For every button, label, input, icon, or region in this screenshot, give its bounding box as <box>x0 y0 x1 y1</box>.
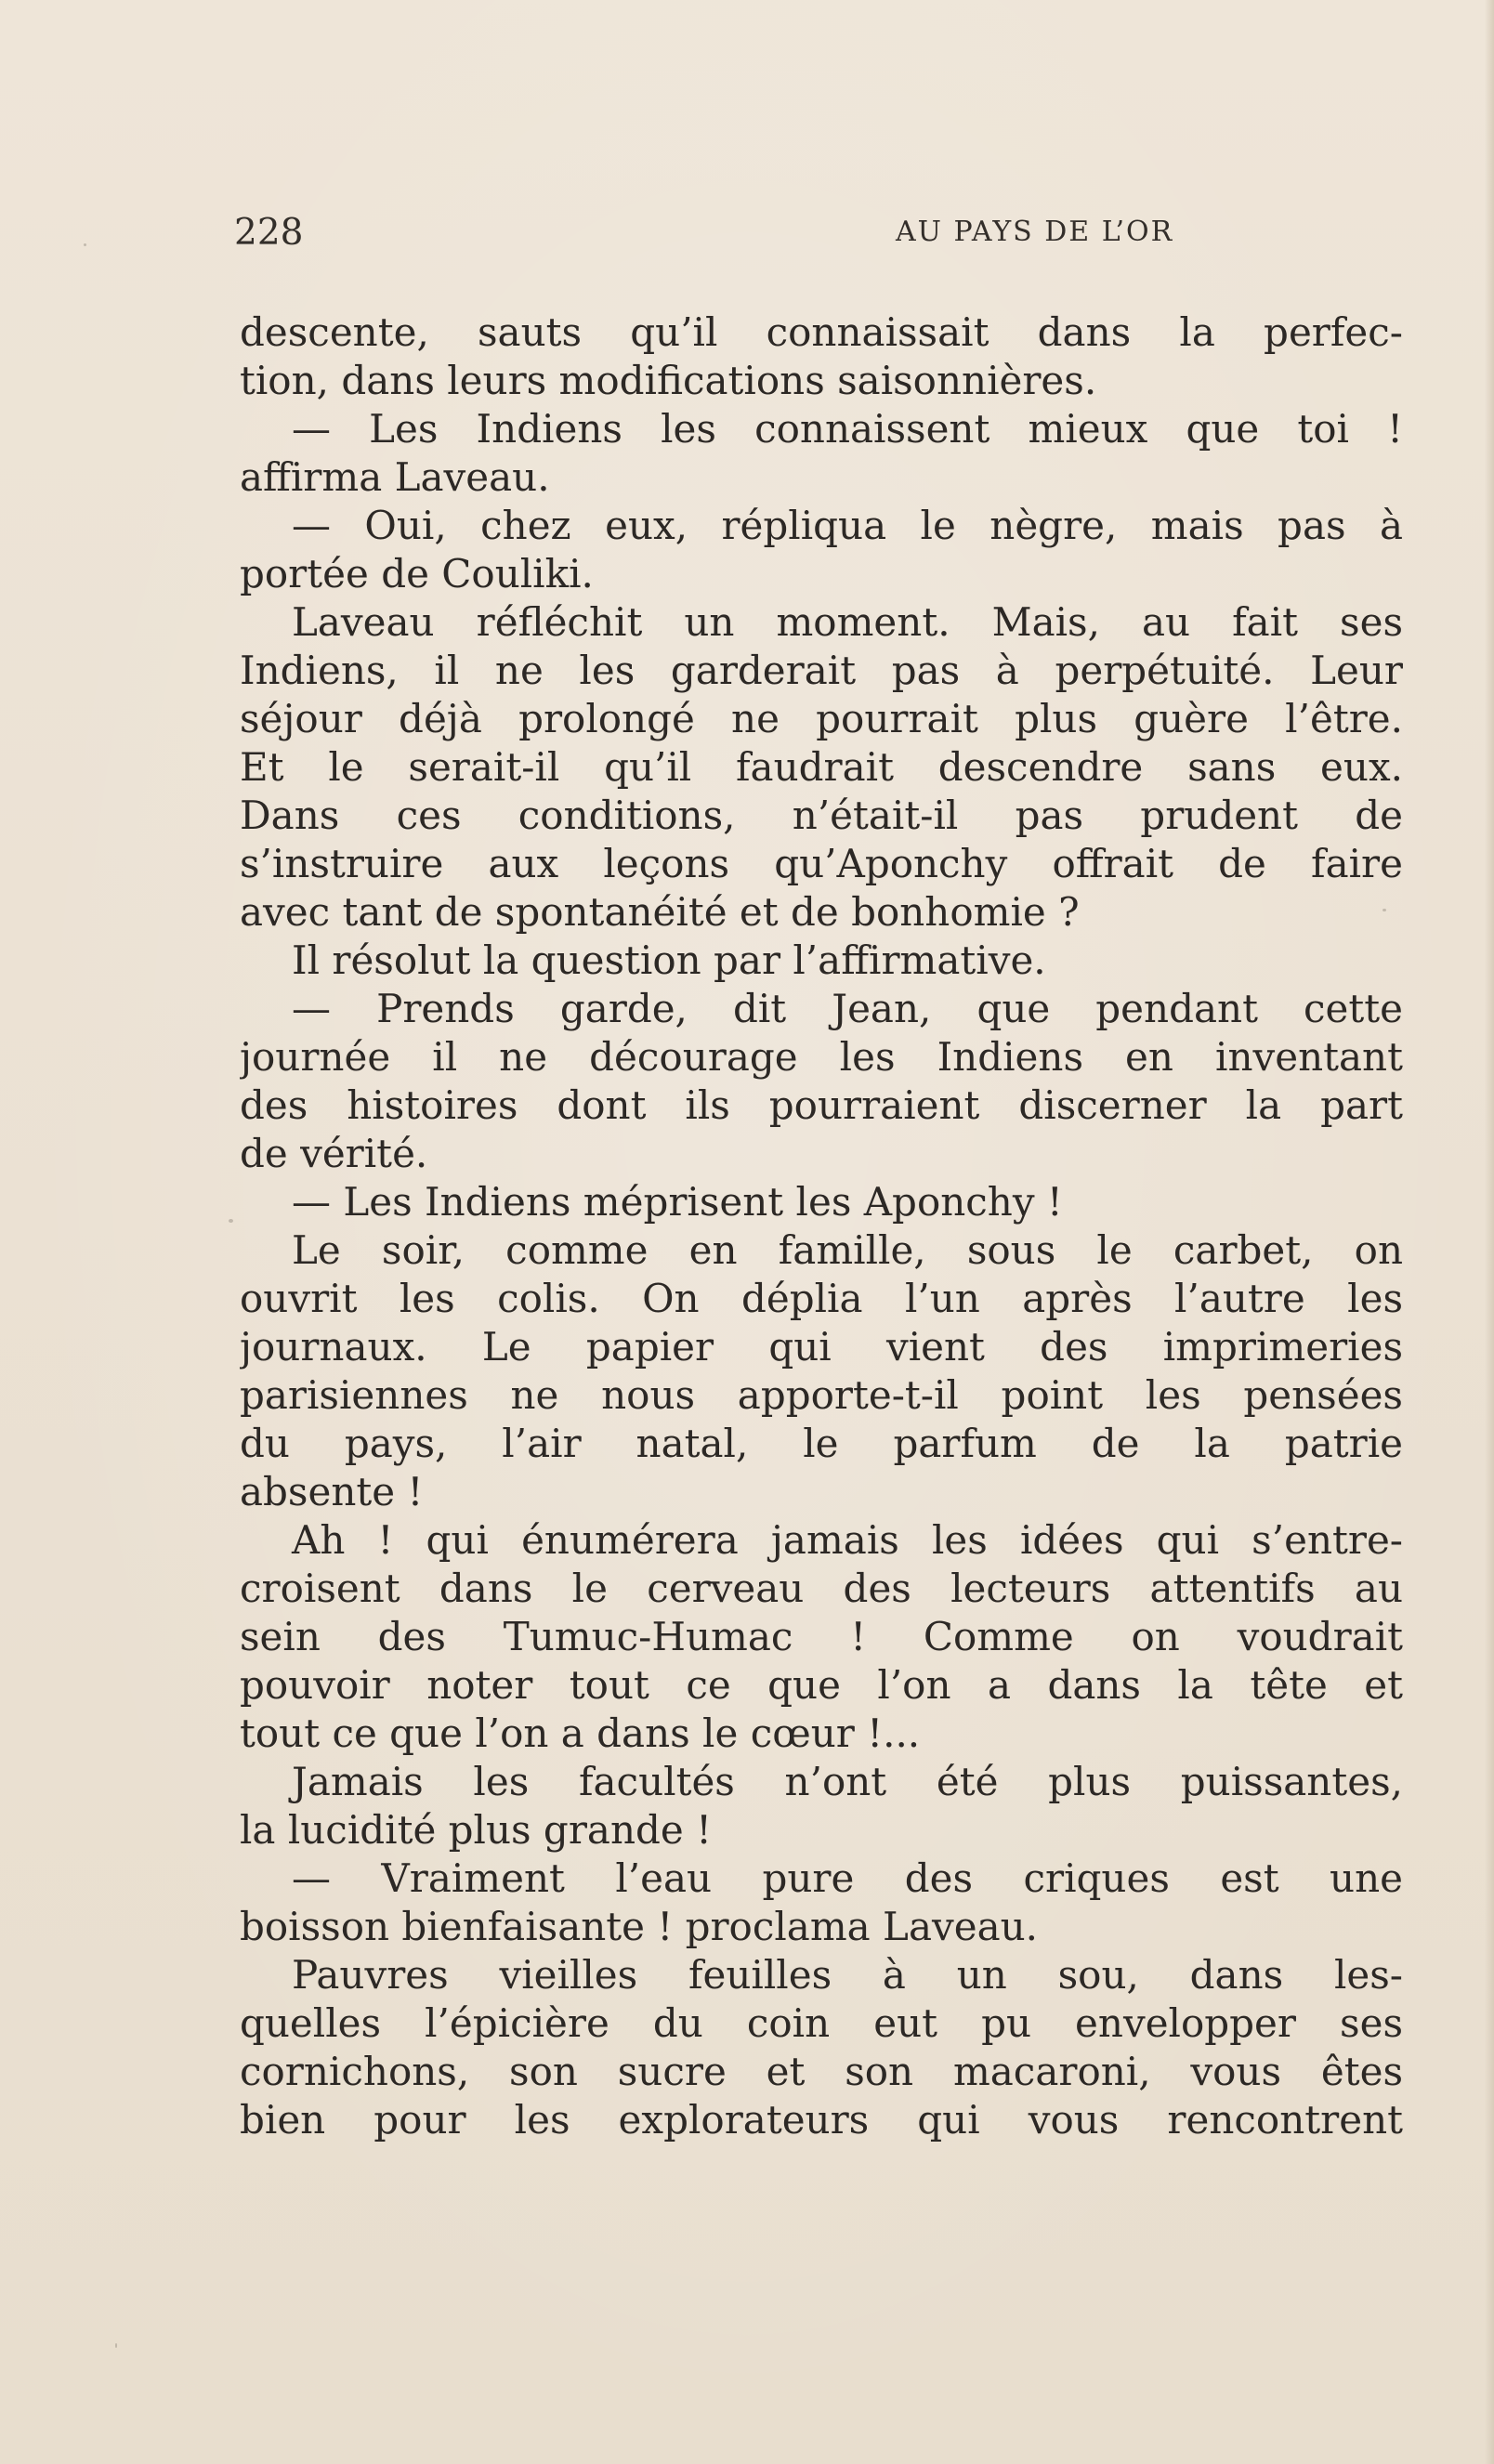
running-title: AU PAYS DE L’OR <box>896 216 1174 248</box>
text-line: — Les Indiens méprisent les Aponchy ! <box>292 1179 1063 1225</box>
text-line: affirma Laveau. <box>240 454 550 500</box>
text-line: Le soir, comme en famille, sous le carbet, on <box>292 1227 1403 1273</box>
text-line: pouvoir noter tout ce que l’on a dans la tête et <box>240 1662 1403 1708</box>
text-line: s’instruire aux leçons qu’Aponchy offrait de faire <box>240 841 1403 886</box>
text-line: boisson bienfaisante ! proclama Laveau. <box>240 1904 1039 1949</box>
text-line: Indiens, il ne les garderait pas à perpétuité. Leur <box>240 648 1403 693</box>
text-line: Ah ! qui énumérera jamais les idées qui s’entre- <box>292 1517 1403 1563</box>
page-header <box>234 206 1403 258</box>
text-line: la lucidité plus grande ! <box>240 1807 712 1853</box>
text-line: tout ce que l’on a dans le cœur !... <box>240 1710 921 1756</box>
text-line: cornichons, son sucre et son macaroni, vous êtes <box>240 2049 1403 2094</box>
text-line: de vérité. <box>240 1131 428 1176</box>
text-line: bien pour les explorateurs qui vous rencontrent <box>240 2097 1403 2143</box>
text-line: des histoires dont ils pourraient discerner la part <box>240 1082 1403 1128</box>
text-line: Pauvres vieilles feuilles à un sou, dans les- <box>292 1952 1403 1998</box>
page-number: 228 <box>234 212 304 254</box>
paper-speck <box>84 243 86 246</box>
text-line: croisent dans le cerveau des lecteurs attentifs au <box>240 1566 1403 1611</box>
text-line: Laveau réfléchit un moment. Mais, au fait ses <box>292 599 1403 645</box>
text-line: descente, sauts qu’il connaissait dans la perfec- <box>240 309 1403 355</box>
body-text <box>240 308 1403 2144</box>
text-line: séjour déjà prolongé ne pourrait plus guère l’être. <box>240 696 1403 741</box>
paper-speck <box>229 1219 233 1223</box>
text-line: sein des Tumuc-Humac ! Comme on voudrait <box>240 1614 1403 1659</box>
text-line: — Prends garde, dit Jean, que pendant cette <box>292 986 1403 1031</box>
text-line: portée de Couliki. <box>240 551 594 596</box>
text-line: — Les Indiens les connaissent mieux que toi ! <box>292 406 1403 452</box>
text-line: — Vraiment l’eau pure des criques est une <box>292 1855 1403 1901</box>
text-line: quelles l’épicière du coin eut pu envelopper ses <box>240 2000 1403 2046</box>
paper-speck <box>1383 909 1386 911</box>
text-line: journée il ne décourage les Indiens en inventant <box>240 1034 1403 1080</box>
text-line: tion, dans leurs modifications saisonnières. <box>240 358 1097 403</box>
text-line: du pays, l’air natal, le parfum de la patrie <box>240 1421 1403 1466</box>
text-line: Jamais les facultés n’ont été plus puissantes, <box>292 1759 1403 1804</box>
text-line: — Oui, chez eux, répliqua le nègre, mais pas à <box>292 503 1403 548</box>
page-edge-shadow <box>1485 0 1494 2464</box>
text-line: Dans ces conditions, n’était-il pas prudent de <box>240 793 1403 838</box>
text-line: Et le serait-il qu’il faudrait descendre sans eux. <box>240 744 1403 790</box>
paper-speck <box>115 2343 117 2348</box>
text-line: ouvrit les colis. On déplia l’un après l’autre les <box>240 1276 1403 1321</box>
text-line: journaux. Le papier qui vient des imprimeries <box>240 1324 1403 1370</box>
text-line: avec tant de spontanéité et de bonhomie ? <box>240 889 1080 935</box>
text-line: absente ! <box>240 1469 424 1514</box>
text-line: Il résolut la question par l’affirmative. <box>292 937 1046 983</box>
text-line: parisiennes ne nous apporte-t-il point les pensées <box>240 1372 1403 1418</box>
